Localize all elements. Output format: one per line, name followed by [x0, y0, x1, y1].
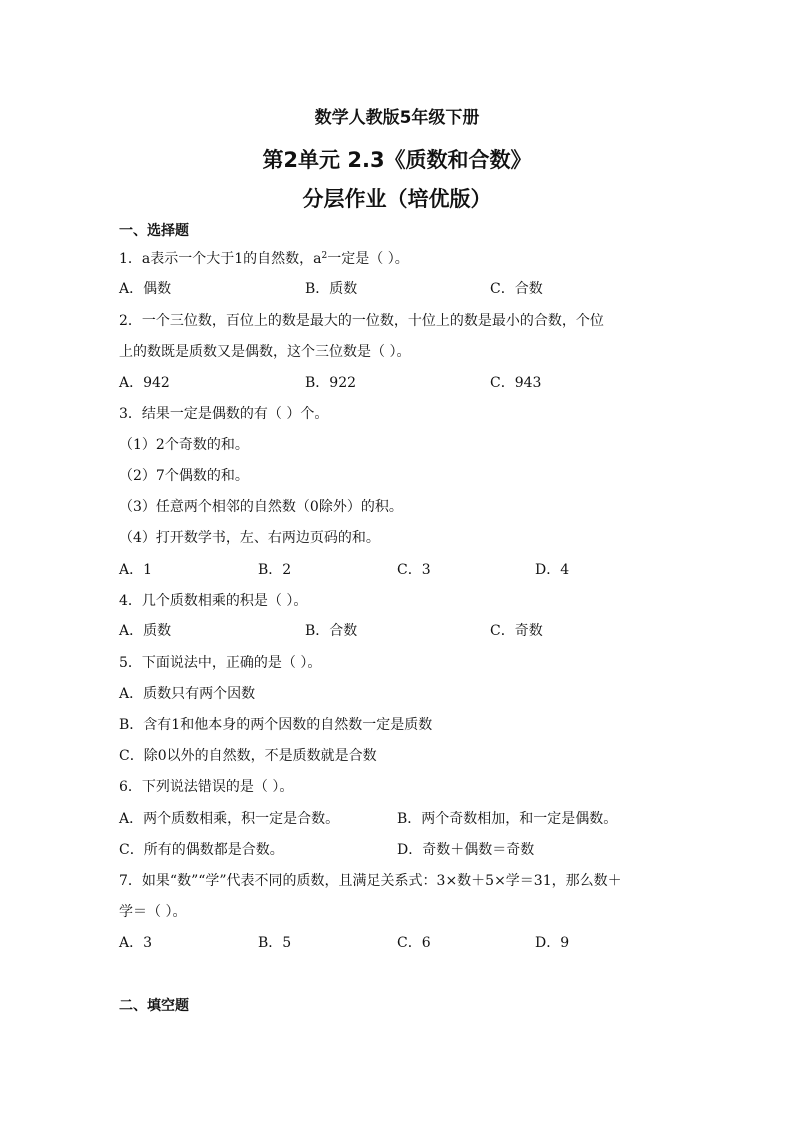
q3-option-b[interactable]: B．2: [258, 562, 292, 578]
question-6-stem: 6．下列说法错误的是（ ）。: [119, 779, 294, 795]
q1-option-b[interactable]: B．质数: [305, 281, 358, 297]
q6-option-b[interactable]: B．两个奇数相加，和一定是偶数。: [397, 811, 618, 827]
q5-option-a[interactable]: A．质数只有两个因数: [119, 686, 256, 702]
question-3-item-1: （1）2个奇数的和。: [119, 437, 249, 453]
question-3-stem: 3．结果一定是偶数的有（ ）个。: [119, 406, 329, 422]
question-7-stem-line1: 7．如果“数”“学”代表不同的质数，且满足关系式：3×数＋5×学＝31，那么数＋: [119, 873, 622, 889]
q3-option-a[interactable]: A．1: [119, 562, 153, 578]
question-4-stem: 4．几个质数相乘的积是（ ）。: [119, 593, 308, 609]
title-textbook: 数学人教版5年级下册: [314, 108, 480, 128]
q1-option-a[interactable]: A．偶数: [119, 281, 172, 297]
q5-option-c[interactable]: C．除0以外的自然数，不是质数就是合数: [119, 748, 377, 764]
q7-option-b[interactable]: B．5: [258, 935, 292, 951]
question-3-item-2: （2）7个偶数的和。: [119, 468, 249, 484]
q4-option-a[interactable]: A．质数: [119, 623, 172, 639]
question-3-options: [119, 560, 699, 580]
question-3-item-4: （4）打开数学书，左、右两边页码的和。: [119, 530, 380, 546]
q6-option-c[interactable]: C．所有的偶数都是合数。: [119, 842, 284, 858]
question-6-options-row1: [119, 809, 699, 829]
question-5-stem: 5．下面说法中，正确的是（ ）。: [119, 655, 322, 671]
section-heading-choice: 一、选择题: [119, 223, 189, 239]
q4-option-b[interactable]: B．合数: [305, 623, 358, 639]
question-2-options: [119, 373, 699, 393]
question-6-options-row2: [119, 840, 699, 860]
q7-option-d[interactable]: D．9: [535, 935, 570, 951]
question-1-text-end: 一定是（ ）。: [327, 251, 409, 267]
question-2-stem-line2: 上的数既是质数又是偶数，这个三位数是（ ）。: [119, 344, 411, 360]
q2-option-b[interactable]: B．922: [305, 375, 357, 391]
q2-option-a[interactable]: A．942: [119, 375, 170, 391]
question-2-stem-line1: 2．一个三位数，百位上的数是最大的一位数，十位上的数是最小的合数，个位: [119, 313, 604, 329]
question-4-options: [119, 621, 699, 641]
q3-option-c[interactable]: C．3: [397, 562, 431, 578]
section-heading-fill-in: 二、填空题: [119, 998, 189, 1014]
q3-option-d[interactable]: D．4: [535, 562, 570, 578]
q2-option-c[interactable]: C．943: [490, 375, 542, 391]
q7-option-c[interactable]: C．6: [397, 935, 431, 951]
question-1-stem: [119, 249, 409, 269]
q1-option-c[interactable]: C．合数: [490, 281, 543, 297]
question-1-text: 1．a表示一个大于1的自然数，a: [119, 251, 322, 267]
q7-option-a[interactable]: A．3: [119, 935, 153, 951]
question-1-options: [119, 279, 699, 299]
title-unit: 第2单元 2.3《质数和合数》: [262, 148, 532, 172]
question-7-options: [119, 933, 699, 953]
question-7-stem-line2: 学＝（ ）。: [119, 904, 187, 920]
q6-option-d[interactable]: D．奇数＋偶数＝奇数: [397, 842, 535, 858]
q5-option-b[interactable]: B．含有1和他本身的两个因数的自然数一定是质数: [119, 717, 433, 733]
title-assignment: 分层作业（培优版）: [302, 187, 492, 211]
question-1-exponent: 2: [321, 251, 328, 261]
q4-option-c[interactable]: C．奇数: [490, 623, 543, 639]
question-3-item-3: （3）任意两个相邻的自然数（0除外）的积。: [119, 499, 403, 515]
q6-option-a[interactable]: A．两个质数相乘，积一定是合数。: [119, 811, 340, 827]
